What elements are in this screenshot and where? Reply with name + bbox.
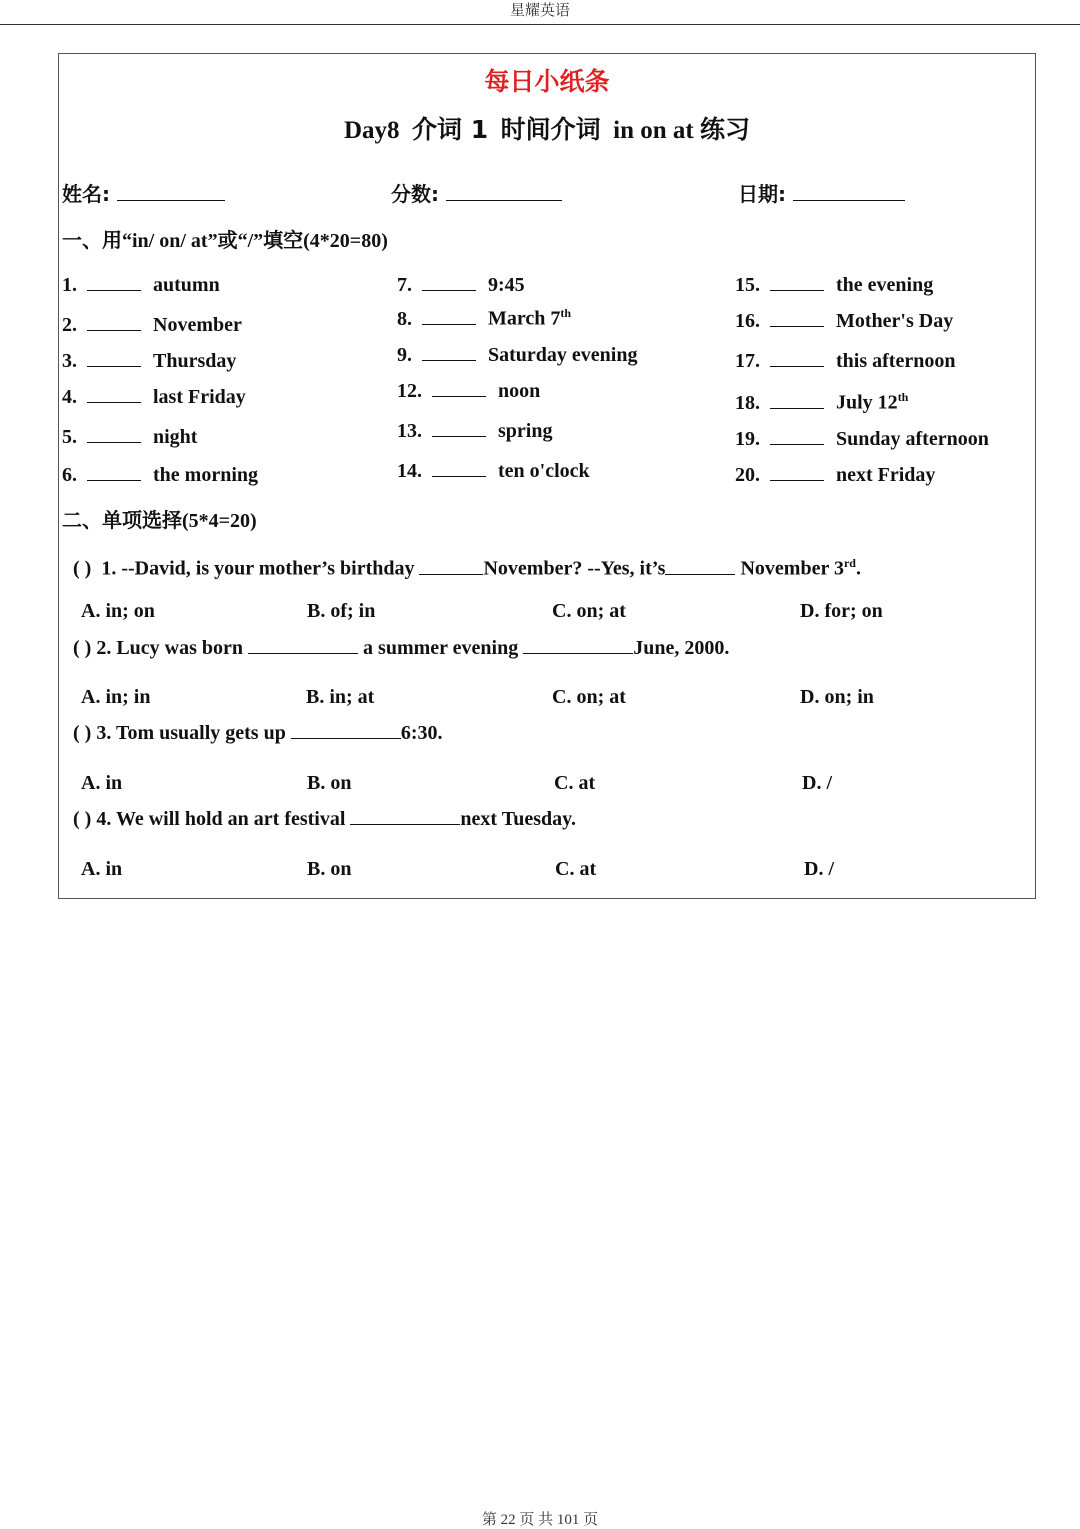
answer-blank[interactable] xyxy=(432,422,486,437)
fill-item-text: next Friday xyxy=(836,464,936,486)
fill-item-text: Thursday xyxy=(153,350,237,372)
name-field[interactable]: 姓名: xyxy=(62,178,225,207)
page-footer: 第 22 页 共 101 页 xyxy=(481,1512,599,1528)
fill-item xyxy=(62,426,197,449)
fill-item xyxy=(62,274,220,297)
answer-blank[interactable] xyxy=(350,808,460,825)
q4-option-b[interactable]: B. on xyxy=(307,858,352,880)
q1-option-a[interactable]: A. in; on xyxy=(81,600,155,622)
fill-item-number: 20. xyxy=(735,464,760,486)
answer-blank[interactable] xyxy=(291,722,401,739)
fill-item-number: 16. xyxy=(735,310,760,332)
fill-item xyxy=(735,390,908,415)
fill-item-number: 2. xyxy=(62,314,77,336)
q3-option-a[interactable]: A. in xyxy=(81,772,123,794)
fill-item xyxy=(397,460,590,483)
fill-item-sup: th xyxy=(897,390,909,404)
answer-blank[interactable] xyxy=(770,430,824,445)
fill-item-text: Saturday evening xyxy=(488,344,638,366)
fill-item-text: this afternoon xyxy=(836,350,956,372)
fill-item-text: March 7 xyxy=(488,307,561,330)
q2-option-c[interactable]: C. on; at xyxy=(552,686,626,708)
answer-blank[interactable] xyxy=(432,382,486,397)
q4-option-c[interactable]: C. at xyxy=(555,858,597,880)
fill-item-text: autumn xyxy=(153,274,220,296)
answer-blank[interactable] xyxy=(770,466,824,481)
answer-blank[interactable] xyxy=(432,462,486,477)
fill-item xyxy=(397,306,571,331)
fill-item xyxy=(735,310,953,333)
fill-item-text: Mother's Day xyxy=(836,310,954,332)
fill-item-number: 4. xyxy=(62,386,77,408)
fill-item xyxy=(62,350,236,373)
question-1: ( ) 1. --David, is your mother’s birthday November? --Yes, it’s November 3rd. xyxy=(73,556,861,580)
fill-item-number: 19. xyxy=(735,428,760,450)
answer-blank[interactable] xyxy=(87,352,141,367)
answer-blank[interactable] xyxy=(770,276,824,291)
fill-item-number: 17. xyxy=(735,350,760,372)
fill-item xyxy=(397,420,552,443)
answer-blank[interactable] xyxy=(248,637,358,654)
answer-blank[interactable] xyxy=(422,276,476,291)
fill-item xyxy=(397,380,540,403)
fill-item-text: the morning xyxy=(153,464,258,486)
fill-item-number: 13. xyxy=(397,420,422,442)
fill-item xyxy=(397,274,525,297)
answer-blank[interactable] xyxy=(419,558,483,575)
fill-item-text: night xyxy=(153,426,198,448)
fill-item-text: the evening xyxy=(836,274,934,296)
fill-item-number: 5. xyxy=(62,426,77,448)
fill-item xyxy=(397,344,637,367)
q2-option-a[interactable]: A. in; in xyxy=(81,686,151,708)
worksheet-title: Day8 介词 1 时间介词 in on at 练习 xyxy=(343,115,751,144)
red-title: 每日小纸条 xyxy=(484,67,610,96)
answer-blank[interactable] xyxy=(87,428,141,443)
q2-option-d[interactable]: D. on; in xyxy=(800,686,874,708)
question-2: ( ) 2. Lucy was born a summer evening June, 2000. xyxy=(73,637,730,659)
fill-item-number: 7. xyxy=(397,274,412,296)
fill-item-number: 9. xyxy=(397,344,412,366)
answer-blank[interactable] xyxy=(87,316,141,331)
fill-item-text: Sunday afternoon xyxy=(836,428,989,450)
fill-item-text: ten o'clock xyxy=(498,460,590,482)
section2-heading: 二、单项选择(5*4=20) xyxy=(62,508,257,532)
fill-item-number: 8. xyxy=(397,307,412,330)
section1-heading: 一、用“in/ on/ at”或“/”填空(4*20=80) xyxy=(62,228,388,252)
fill-item xyxy=(735,464,935,487)
fill-item-number: 3. xyxy=(62,350,77,372)
q2-option-b[interactable]: B. in; at xyxy=(306,686,375,708)
fill-item-number: 14. xyxy=(397,460,422,482)
answer-blank[interactable] xyxy=(87,388,141,403)
fill-item xyxy=(62,314,242,337)
fill-item xyxy=(735,428,989,451)
fill-item-text: spring xyxy=(498,420,553,442)
answer-blank[interactable] xyxy=(422,346,476,361)
fill-item-number: 18. xyxy=(735,391,760,414)
question-4: ( ) 4. We will hold an art festival next Tuesday. xyxy=(73,808,577,830)
q4-option-d[interactable]: D. / xyxy=(804,858,834,880)
fill-item-text: July 12 xyxy=(836,391,898,414)
answer-blank[interactable] xyxy=(770,352,824,367)
fill-item-text: noon xyxy=(498,380,541,402)
answer-blank[interactable] xyxy=(87,466,141,481)
fill-item-number: 6. xyxy=(62,464,77,486)
q3-option-b[interactable]: B. on xyxy=(307,772,352,794)
q3-option-d[interactable]: D. / xyxy=(802,772,832,794)
worksheet-box xyxy=(58,53,1036,899)
fill-item-sup: th xyxy=(560,306,572,320)
question-3: ( ) 3. Tom usually gets up 6:30. xyxy=(73,722,443,744)
fill-item xyxy=(735,350,955,373)
q1-option-c[interactable]: C. on; at xyxy=(552,600,626,622)
fill-item xyxy=(735,274,933,297)
fill-item-number: 15. xyxy=(735,274,760,296)
fill-item-text: last Friday xyxy=(153,386,246,408)
answer-blank[interactable] xyxy=(87,276,141,291)
answer-blank[interactable] xyxy=(665,558,735,575)
q4-option-a[interactable]: A. in xyxy=(81,858,123,880)
fill-item xyxy=(62,464,258,487)
date-field[interactable]: 日期: xyxy=(738,178,905,207)
answer-blank[interactable] xyxy=(422,310,476,325)
fill-item-text: 9:45 xyxy=(488,274,525,296)
fill-item-number: 12. xyxy=(397,380,422,402)
q1-option-d[interactable]: D. for; on xyxy=(800,600,883,622)
answer-blank[interactable] xyxy=(523,637,633,654)
fill-item-text: November xyxy=(153,314,242,336)
answer-blank[interactable] xyxy=(770,312,824,327)
q1-option-b[interactable]: B. of; in xyxy=(307,600,376,622)
page-header: 星耀英语 xyxy=(0,0,1080,25)
q3-option-c[interactable]: C. at xyxy=(554,772,596,794)
fill-item xyxy=(62,386,246,409)
fill-item-number: 1. xyxy=(62,274,77,296)
answer-blank[interactable] xyxy=(770,394,824,409)
score-field[interactable]: 分数: xyxy=(391,178,562,207)
